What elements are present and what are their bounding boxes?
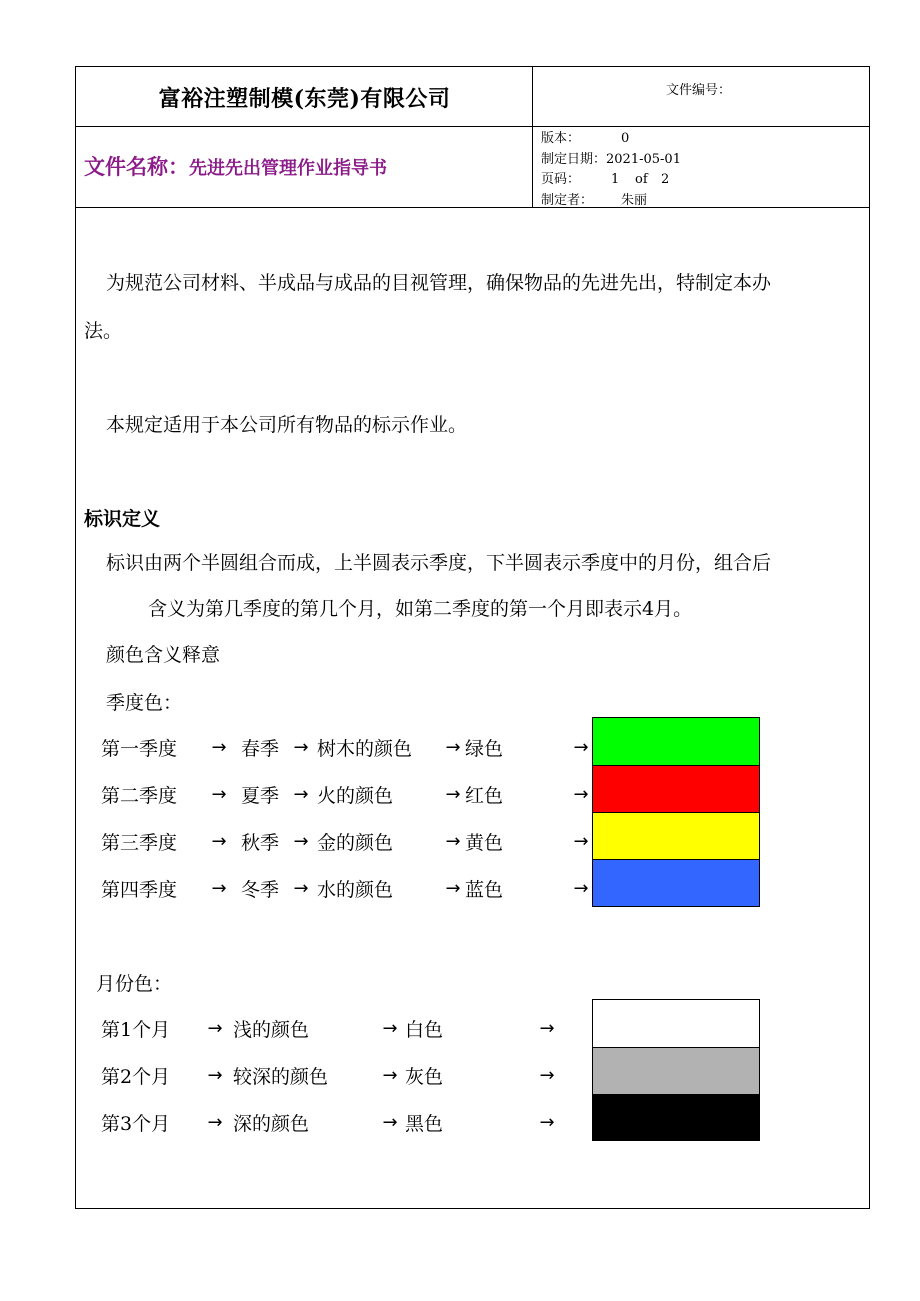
definition-heading: 标识定义: [84, 508, 161, 530]
arrow-icon: →: [293, 878, 309, 899]
quarters-label: 第一季度: [101, 738, 178, 760]
month-label: 第3个月: [101, 1113, 171, 1135]
season-color-name: 黄色: [465, 832, 504, 854]
season-color-name: 红色: [465, 785, 504, 807]
arrow-icon: →: [211, 784, 227, 805]
season-row: [101, 865, 599, 912]
company-name: 富裕注塑制模(东莞)有限公司: [158, 85, 451, 112]
month-color-name: 灰色: [405, 1066, 444, 1088]
arrow-icon: →: [211, 737, 227, 758]
arrow-icon: →: [293, 737, 309, 758]
month-row: [101, 1005, 565, 1052]
document-name: [84, 151, 387, 181]
arrow-icon: →: [207, 1065, 223, 1086]
month-color-name: 白色: [405, 1019, 444, 1041]
arrow-icon: →: [382, 1112, 398, 1133]
season-color-name: 蓝色: [465, 879, 504, 901]
arrow-icon: →: [382, 1018, 398, 1039]
arrow-icon: →: [539, 1112, 555, 1133]
season-swatch: [593, 765, 759, 812]
arrow-icon: →: [293, 784, 309, 805]
season-name: 夏季: [241, 785, 280, 807]
meta-page: 页码： 1 of 2: [541, 172, 670, 187]
definition-line-2: 含义为第几季度的第几个月，如第二季度的第一个月即表示4月。: [148, 598, 693, 620]
arrow-icon: →: [211, 878, 227, 899]
season-color-title: 季度色：: [106, 692, 183, 714]
arrow-icon: →: [573, 784, 589, 805]
header-divider-2: [76, 207, 869, 208]
arrow-icon: →: [293, 831, 309, 852]
month-swatch: [593, 1094, 759, 1141]
arrow-icon: →: [382, 1065, 398, 1086]
season-color-name: 绿色: [465, 738, 504, 760]
arrow-icon: →: [445, 878, 461, 899]
month-color-name: 黑色: [405, 1113, 444, 1135]
season-row: [101, 724, 599, 771]
document-name-label: 文件名称：: [84, 154, 189, 179]
season-name: 秋季: [241, 832, 280, 854]
season-row: [101, 818, 599, 865]
arrow-icon: →: [445, 737, 461, 758]
document-meta: [541, 129, 681, 211]
quarters-label: 第二季度: [101, 785, 178, 807]
meta-date: 制定日期： 2021-05-01: [541, 151, 681, 167]
arrow-icon: →: [573, 737, 589, 758]
arrow-icon: →: [445, 831, 461, 852]
purpose-line-2: 法。: [84, 320, 123, 342]
arrow-icon: →: [573, 878, 589, 899]
document-frame: [75, 66, 870, 1209]
month-meaning: 较深的颜色: [233, 1066, 329, 1088]
document-number-label: 文件编号：: [666, 83, 732, 98]
season-swatch: [593, 718, 759, 765]
purpose-line-1: 为规范公司材料、半成品与成品的目视管理，确保物品的先进先出，特制定本办: [106, 272, 772, 294]
season-swatch: [593, 859, 759, 906]
arrow-icon: →: [211, 831, 227, 852]
season-meaning: 火的颜色: [317, 785, 394, 807]
month-swatch: [593, 1000, 759, 1047]
color-meaning-label: 颜色含义释意: [106, 644, 221, 666]
month-meaning: 浅的颜色: [233, 1019, 310, 1041]
arrow-icon: →: [539, 1065, 555, 1086]
month-label: 第2个月: [101, 1066, 171, 1088]
season-name: 春季: [241, 738, 280, 760]
month-row: [101, 1052, 565, 1099]
document-name-value: 先进先出管理作业指导书: [189, 158, 387, 179]
arrow-icon: →: [207, 1018, 223, 1039]
season-color-swatches: [592, 717, 760, 907]
month-color-swatches: [592, 999, 760, 1141]
scope-text: 本规定适用于本公司所有物品的标示作业。: [106, 414, 468, 436]
quarters-label: 第三季度: [101, 832, 178, 854]
season-swatch: [593, 812, 759, 859]
arrow-icon: →: [539, 1018, 555, 1039]
season-meaning: 金的颜色: [317, 832, 394, 854]
month-color-title: 月份色：: [96, 973, 173, 995]
arrow-icon: →: [573, 831, 589, 852]
meta-author: 制定者： 朱丽: [541, 192, 648, 208]
month-meaning: 深的颜色: [233, 1113, 310, 1135]
month-row: [101, 1099, 565, 1146]
season-row: [101, 771, 599, 818]
month-label: 第1个月: [101, 1019, 171, 1041]
arrow-icon: →: [445, 784, 461, 805]
month-swatch: [593, 1047, 759, 1094]
season-meaning: 水的颜色: [317, 879, 394, 901]
definition-line-1: 标识由两个半圆组合而成，上半圆表示季度，下半圆表示季度中的月份，组合后: [106, 552, 772, 574]
quarters-label: 第四季度: [101, 879, 178, 901]
season-name: 冬季: [241, 879, 280, 901]
arrow-icon: →: [207, 1112, 223, 1133]
meta-version: 版本： 0: [541, 131, 630, 146]
season-meaning: 树木的颜色: [317, 738, 413, 760]
